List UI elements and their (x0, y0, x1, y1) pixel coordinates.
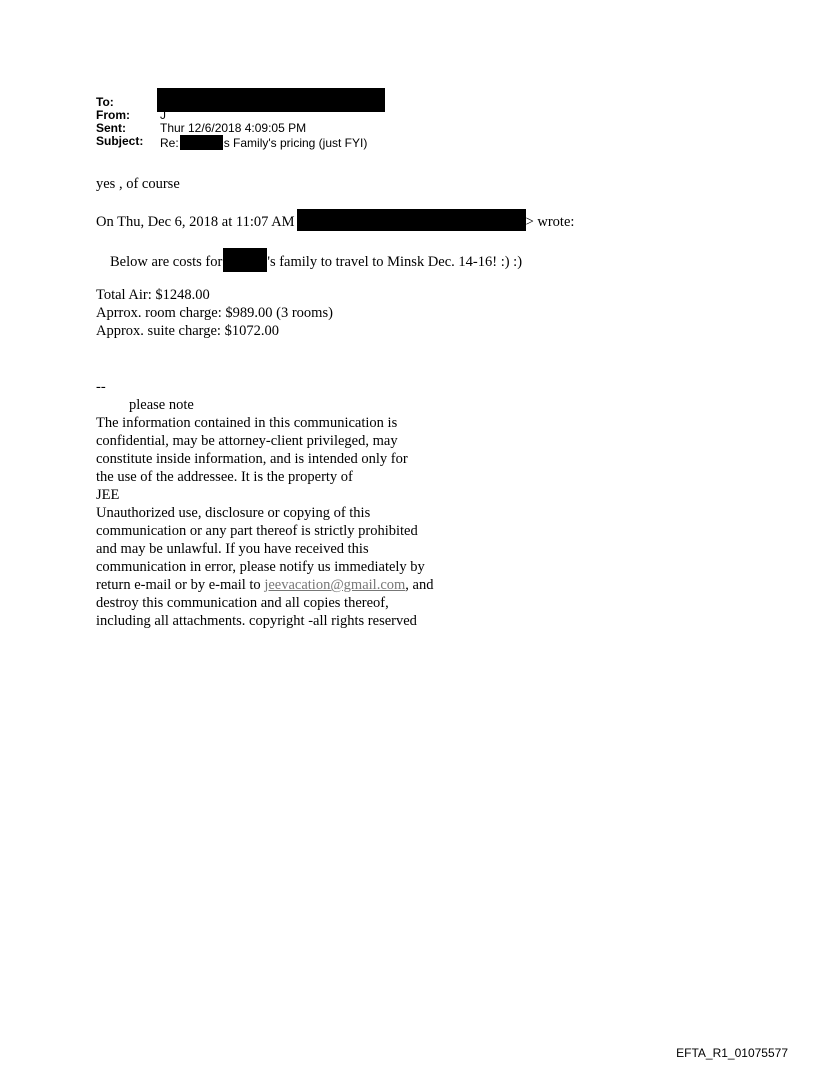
disclaimer-line: the use of the addressee. It is the property of (96, 469, 353, 485)
redaction-box (297, 209, 526, 231)
subject-label: Subject: (96, 134, 144, 148)
subject-value (160, 135, 367, 150)
sent-label: Sent: (96, 121, 126, 135)
redaction-box (157, 88, 385, 112)
quote-intro-suffix: > wrote: (525, 214, 575, 230)
document-id: EFTA_R1_01075577 (676, 1046, 788, 1060)
costs-list (96, 286, 333, 340)
disclaimer-line: JEE (96, 487, 120, 503)
quote-intro-prefix: On Thu, Dec 6, 2018 at 11:07 AM (96, 214, 295, 230)
quote-intro (96, 209, 574, 231)
email-suffix: , and (405, 577, 434, 593)
disclaimer-line: communication or any part thereof is strictly prohibited (96, 523, 418, 539)
disclaimer-line: communication in error, please notify us immediately by (96, 559, 425, 575)
redaction-box (223, 248, 267, 272)
subject-suffix: s Family's pricing (just FYI) (223, 136, 368, 150)
disclaimer-line: and may be unlawful. If you have received this (96, 541, 369, 557)
cost-line: Approx. suite charge: $1072.00 (96, 323, 279, 339)
quote-line-prefix: Below are costs for (110, 254, 223, 270)
quote-line (110, 248, 522, 272)
disclaimer-line: The information contained in this communication is (96, 415, 398, 431)
cost-line: Total Air: $1248.00 (96, 287, 210, 303)
disclaimer-line: including all attachments. copyright -all rights reserved (96, 613, 417, 629)
signature-block (96, 378, 433, 630)
disclaimer-line: destroy this communication and all copies thereof, (96, 595, 389, 611)
disclaimer-line: confidential, may be attorney-client privileged, may (96, 433, 398, 449)
redaction-box (180, 135, 223, 150)
quote-line-suffix: 's family to travel to Minsk Dec. 14-16! :) :) (267, 254, 523, 270)
to-label: To: (96, 95, 114, 109)
email-link[interactable]: jeevacation@gmail.com (264, 577, 406, 593)
email-prefix: return e-mail or by e-mail to (96, 577, 265, 593)
from-value: J (160, 108, 166, 122)
disclaimer-line: constitute inside information, and is intended only for (96, 451, 408, 467)
sent-value: Thur 12/6/2018 4:09:05 PM (160, 121, 307, 135)
signature-note: please note (129, 397, 194, 413)
reply-text: yes , of course (96, 176, 180, 192)
subject-prefix: Re: (160, 136, 179, 150)
signature-dash: -- (96, 379, 106, 395)
disclaimer-line: Unauthorized use, disclosure or copying of this (96, 505, 371, 521)
from-label: From: (96, 108, 130, 122)
cost-line: Aprrox. room charge: $989.00 (3 rooms) (96, 305, 333, 321)
disclaimer-email-line (96, 576, 433, 594)
